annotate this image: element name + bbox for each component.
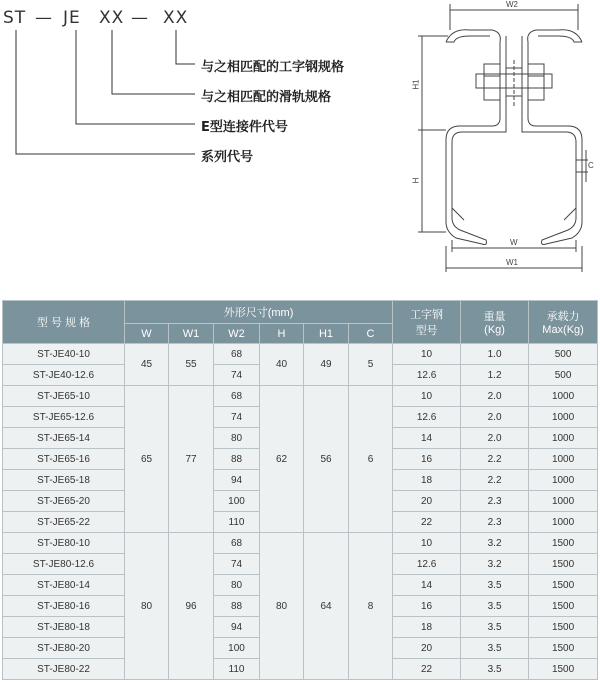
cell-weight: 2.2 bbox=[461, 470, 529, 491]
cell-w1: 77 bbox=[169, 386, 214, 533]
cell-w2: 68 bbox=[214, 386, 260, 407]
cell-model: ST-JE80-20 bbox=[3, 638, 125, 659]
cell-load: 1000 bbox=[529, 470, 598, 491]
cell-w2: 88 bbox=[214, 596, 260, 617]
header-beam bbox=[393, 301, 461, 344]
cell-w2: 94 bbox=[214, 617, 260, 638]
cell-load: 1000 bbox=[529, 449, 598, 470]
cell-model: ST-JE80-22 bbox=[3, 659, 125, 680]
cell-w2: 110 bbox=[214, 512, 260, 533]
dim-label-w: W bbox=[510, 238, 518, 247]
cell-w: 80 bbox=[125, 533, 169, 680]
code-beam: XX bbox=[163, 8, 189, 28]
header-weight-line1: 重量 bbox=[483, 311, 506, 323]
dim-label-w2: W2 bbox=[506, 0, 518, 9]
cell-h1: 49 bbox=[304, 344, 349, 386]
cell-w2: 100 bbox=[214, 638, 260, 659]
cell-weight: 1.0 bbox=[461, 344, 529, 365]
cell-w2: 74 bbox=[214, 554, 260, 575]
cell-weight: 1.2 bbox=[461, 365, 529, 386]
spec-table-body bbox=[3, 344, 598, 680]
header-load-line2: Max(Kg) bbox=[542, 324, 584, 336]
cell-w2: 68 bbox=[214, 533, 260, 554]
cell-w: 65 bbox=[125, 386, 169, 533]
header-weight-line2: (Kg) bbox=[484, 324, 505, 336]
cell-h: 62 bbox=[260, 386, 304, 533]
cell-w2: 100 bbox=[214, 491, 260, 512]
cell-w: 45 bbox=[125, 344, 169, 386]
legend-leader-lines bbox=[0, 0, 400, 200]
cell-load: 500 bbox=[529, 365, 598, 386]
cell-beam: 18 bbox=[393, 617, 461, 638]
cell-model: ST-JE65-22 bbox=[3, 512, 125, 533]
table-row bbox=[3, 344, 598, 365]
cell-beam: 10 bbox=[393, 533, 461, 554]
desc-rail-spec: 与之相匹配的滑轨规格 bbox=[201, 90, 332, 105]
cell-w2: 68 bbox=[214, 344, 260, 365]
code-dash-1: — bbox=[35, 8, 53, 28]
cell-load: 1500 bbox=[529, 575, 598, 596]
code-dash-2: — bbox=[131, 8, 149, 28]
cell-weight: 2.0 bbox=[461, 407, 529, 428]
cell-beam: 20 bbox=[393, 638, 461, 659]
desc-beam-spec: 与之相匹配的工字钢规格 bbox=[201, 60, 345, 75]
connector-outline bbox=[400, 0, 600, 290]
cell-w2: 74 bbox=[214, 365, 260, 386]
cell-beam: 16 bbox=[393, 596, 461, 617]
header-w: W bbox=[125, 324, 169, 344]
header-h: H bbox=[260, 324, 304, 344]
cell-weight: 3.5 bbox=[461, 638, 529, 659]
cell-w2: 88 bbox=[214, 449, 260, 470]
cell-load: 1000 bbox=[529, 386, 598, 407]
dim-label-w1: W1 bbox=[506, 258, 518, 267]
model-code-legend bbox=[0, 0, 400, 200]
cell-weight: 2.0 bbox=[461, 386, 529, 407]
cell-weight: 3.5 bbox=[461, 596, 529, 617]
cell-w2: 74 bbox=[214, 407, 260, 428]
cell-weight: 3.2 bbox=[461, 554, 529, 575]
cell-model: ST-JE80-14 bbox=[3, 575, 125, 596]
cell-beam: 14 bbox=[393, 428, 461, 449]
header-beam-line1: 工字钢 bbox=[410, 309, 444, 321]
cell-load: 1500 bbox=[529, 533, 598, 554]
cell-h: 80 bbox=[260, 533, 304, 680]
cell-weight: 3.5 bbox=[461, 575, 529, 596]
cell-beam: 12.6 bbox=[393, 365, 461, 386]
cell-model: ST-JE65-18 bbox=[3, 470, 125, 491]
cell-model: ST-JE65-10 bbox=[3, 386, 125, 407]
cell-model: ST-JE80-12.6 bbox=[3, 554, 125, 575]
cell-weight: 3.2 bbox=[461, 533, 529, 554]
code-rail: XX bbox=[99, 8, 125, 28]
cell-weight: 2.2 bbox=[461, 449, 529, 470]
dim-label-h: H bbox=[411, 177, 421, 184]
cell-beam: 16 bbox=[393, 449, 461, 470]
header-dimensions: 外形尺寸(mm) bbox=[125, 301, 393, 324]
dim-label-h1: H1 bbox=[411, 79, 421, 90]
cell-load: 500 bbox=[529, 344, 598, 365]
cell-load: 1000 bbox=[529, 512, 598, 533]
cell-beam: 22 bbox=[393, 512, 461, 533]
cell-h: 40 bbox=[260, 344, 304, 386]
cell-c: 8 bbox=[349, 533, 393, 680]
cell-load: 1000 bbox=[529, 428, 598, 449]
cell-model: ST-JE40-12.6 bbox=[3, 365, 125, 386]
cell-w2: 110 bbox=[214, 659, 260, 680]
cell-weight: 3.5 bbox=[461, 659, 529, 680]
cell-model: ST-JE65-16 bbox=[3, 449, 125, 470]
cell-beam: 10 bbox=[393, 344, 461, 365]
cell-load: 1500 bbox=[529, 638, 598, 659]
cell-beam: 14 bbox=[393, 575, 461, 596]
connector-drawing bbox=[400, 0, 600, 290]
cell-model: ST-JE65-12.6 bbox=[3, 407, 125, 428]
cell-beam: 12.6 bbox=[393, 554, 461, 575]
cell-load: 1500 bbox=[529, 617, 598, 638]
cell-w1: 96 bbox=[169, 533, 214, 680]
header-c: C bbox=[349, 324, 393, 344]
header-load-line1: 承载力 bbox=[546, 311, 580, 323]
cell-model: ST-JE65-14 bbox=[3, 428, 125, 449]
cell-load: 1000 bbox=[529, 407, 598, 428]
dim-label-c: C bbox=[588, 161, 594, 170]
cell-beam: 10 bbox=[393, 386, 461, 407]
cell-c: 6 bbox=[349, 386, 393, 533]
cell-w2: 94 bbox=[214, 470, 260, 491]
header-beam-line2: 型号 bbox=[415, 325, 438, 337]
header-w2: W2 bbox=[214, 324, 260, 344]
code-series: ST bbox=[3, 8, 27, 28]
cell-model: ST-JE80-10 bbox=[3, 533, 125, 554]
cell-beam: 12.6 bbox=[393, 407, 461, 428]
header-weight bbox=[461, 301, 529, 344]
header-h1: H1 bbox=[304, 324, 349, 344]
cell-weight: 2.3 bbox=[461, 512, 529, 533]
cell-load: 1500 bbox=[529, 659, 598, 680]
header-model: 型 号 规 格 bbox=[3, 301, 125, 344]
cell-weight: 3.5 bbox=[461, 617, 529, 638]
cell-w1: 55 bbox=[169, 344, 214, 386]
cell-beam: 18 bbox=[393, 470, 461, 491]
cell-weight: 2.0 bbox=[461, 428, 529, 449]
cell-beam: 20 bbox=[393, 491, 461, 512]
cell-model: ST-JE40-10 bbox=[3, 344, 125, 365]
cell-model: ST-JE80-18 bbox=[3, 617, 125, 638]
cell-weight: 2.3 bbox=[461, 491, 529, 512]
cell-load: 1500 bbox=[529, 554, 598, 575]
desc-type-code: E型连接件代号 bbox=[201, 120, 288, 135]
cell-beam: 22 bbox=[393, 659, 461, 680]
header-w1: W1 bbox=[169, 324, 214, 344]
cell-h1: 56 bbox=[304, 386, 349, 533]
cell-w2: 80 bbox=[214, 428, 260, 449]
cell-h1: 64 bbox=[304, 533, 349, 680]
spec-table bbox=[2, 300, 598, 680]
desc-series-code: 系列代号 bbox=[201, 150, 254, 165]
cell-model: ST-JE65-20 bbox=[3, 491, 125, 512]
cell-c: 5 bbox=[349, 344, 393, 386]
table-row bbox=[3, 386, 598, 407]
cell-w2: 80 bbox=[214, 575, 260, 596]
cell-model: ST-JE80-16 bbox=[3, 596, 125, 617]
cell-load: 1500 bbox=[529, 596, 598, 617]
header-load bbox=[529, 301, 598, 344]
code-type: JE bbox=[63, 8, 81, 28]
cell-load: 1000 bbox=[529, 491, 598, 512]
table-row bbox=[3, 533, 598, 554]
